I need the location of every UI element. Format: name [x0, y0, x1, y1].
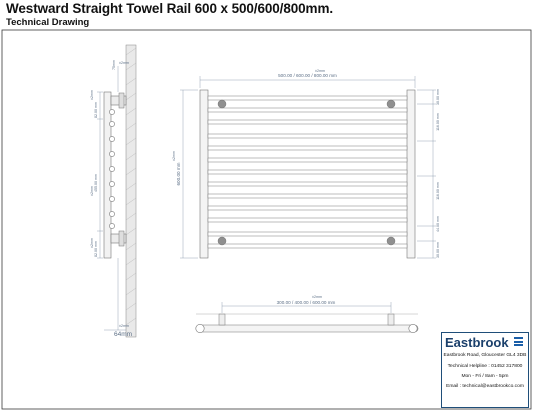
side-top-gap: 75mm [112, 60, 116, 70]
page-subtitle: Technical Drawing [6, 17, 90, 28]
right-bottom-label: 30.00 mm [436, 242, 440, 258]
company-hours: Mon - Fri / 8am - 5pm [461, 374, 509, 379]
right-top-label: 30.00 mm [436, 89, 440, 105]
company-address: Eastbrook Road, Gloucester GL4 3DB [443, 353, 527, 358]
front-height-label: 600.00 mm [176, 162, 181, 186]
bottom-centres-label: 300.00 / 400.00 / 600.00 mm [276, 300, 336, 305]
right-lower-label: 116.00 mm [436, 182, 440, 200]
side-lower-bracket: 82.00 mm [94, 241, 98, 257]
side-bottom-depth: 64mm [114, 331, 133, 338]
side-upper-bracket: 82.00 mm [94, 102, 98, 118]
company-helpline: Technical Helpline : 01452 317800 [447, 364, 523, 369]
side-tol-1: ±2mm [90, 90, 94, 100]
company-logo-icon [514, 337, 523, 349]
side-view [90, 45, 136, 338]
right-pitch-label: 44.00 mm [436, 216, 440, 232]
side-tol-2: ±2mm [90, 186, 94, 196]
front-view [172, 69, 440, 258]
company-logo-text: Eastbrook [445, 335, 509, 350]
side-middle-span: 455.00 mm [94, 174, 98, 192]
right-upper-label: 116.00 mm [436, 113, 440, 131]
company-info-box [441, 332, 529, 408]
front-height-tol: ±2mm [172, 151, 176, 161]
side-tol-3: ±2mm [90, 238, 94, 248]
side-top-tol: ±2mm [119, 61, 129, 65]
towel-bars [208, 96, 407, 248]
side-bottom-tol: ±2mm [119, 324, 129, 328]
company-email: Email : technical@eastbrookco.com [446, 384, 524, 389]
front-width-tol: ±2mm [315, 69, 325, 73]
bottom-centres-tol: ±2mm [312, 295, 322, 299]
bottom-view [196, 295, 418, 333]
page-title: Westward Straight Towel Rail 600 x 500/600/800mm. [6, 1, 333, 16]
front-width-label: 500.00 / 600.00 / 800.00 mm [278, 73, 337, 78]
